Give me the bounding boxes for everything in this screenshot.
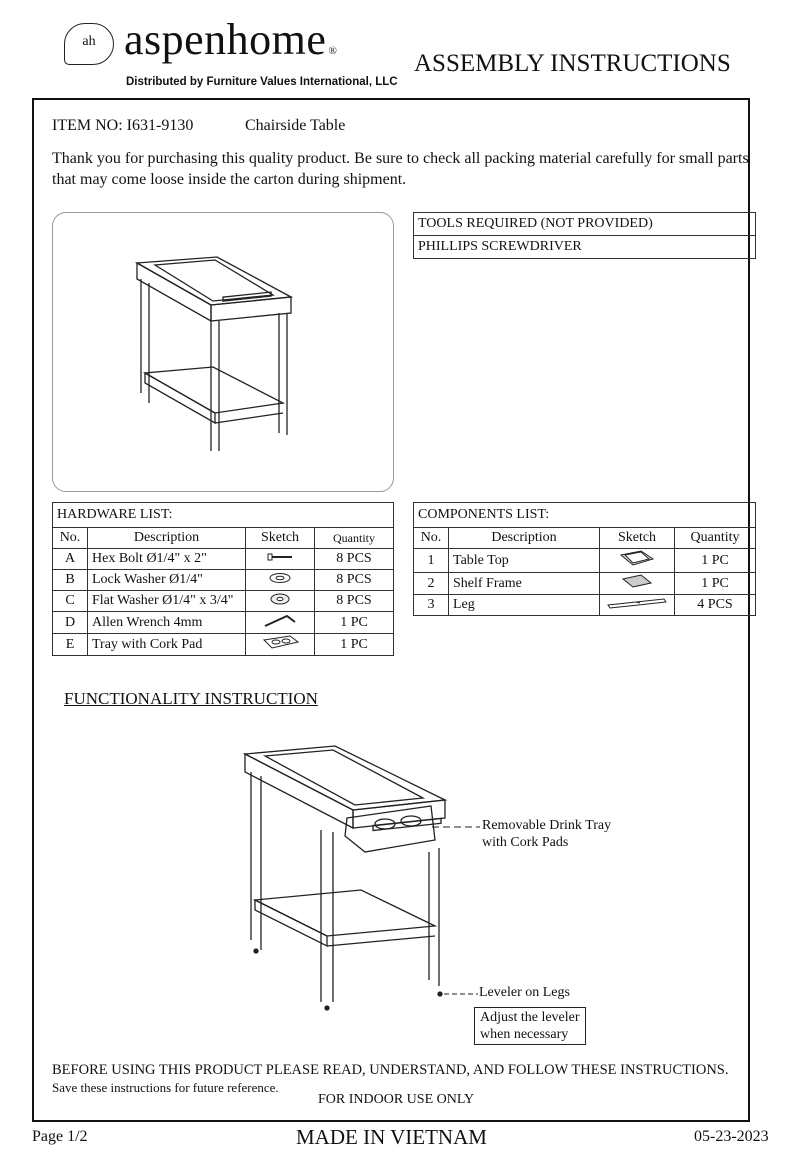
registered-mark: ® — [328, 45, 338, 57]
item-name: Chairside Table — [245, 117, 346, 134]
table-row: 1 Table Top 1 PC — [414, 549, 756, 573]
tray-leader-line — [432, 824, 482, 830]
item-number: ITEM NO: I631-9130 — [52, 117, 194, 134]
page-number: Page 1/2 — [32, 1128, 88, 1145]
components-title: COMPONENTS LIST: — [414, 503, 756, 528]
components-table — [413, 502, 756, 616]
flat-washer-icon — [268, 593, 292, 605]
made-in: MADE IN VIETNAM — [296, 1125, 487, 1149]
comp-col-no: No. — [414, 528, 449, 549]
doc-date: 05-23-2023 — [694, 1128, 769, 1145]
logo-mark: ah — [82, 34, 96, 49]
leg-icon — [606, 596, 668, 610]
warning-line-2: Save these instructions for future reference. — [52, 1080, 279, 1095]
logo-badge — [64, 23, 114, 65]
hw-col-sketch: Sketch — [246, 528, 315, 549]
warning-line-1: BEFORE USING THIS PRODUCT PLEASE READ, UNDERSTAND, AND FOLLOW THESE INSTRUCTIONS. — [52, 1062, 729, 1078]
hex-bolt-icon — [266, 552, 294, 562]
indoor-use-note: FOR INDOOR USE ONLY — [318, 1092, 475, 1107]
table-row: B Lock Washer Ø1/4" 8 PCS — [53, 570, 394, 591]
table-row: 3 Leg 4 PCS — [414, 595, 756, 616]
hw-col-no: No. — [53, 528, 88, 549]
lock-washer-icon — [268, 572, 292, 584]
leveler-leader-line — [444, 991, 480, 997]
hardware-title: HARDWARE LIST: — [53, 503, 394, 528]
callout-leveler: Leveler on Legs — [479, 985, 570, 1000]
shelf-frame-icon — [619, 573, 655, 589]
hardware-table — [52, 502, 394, 656]
tray-icon — [260, 634, 300, 650]
tools-title: TOOLS REQUIRED (NOT PROVIDED) — [414, 213, 756, 236]
comp-col-sketch: Sketch — [600, 528, 675, 549]
adjust-leveler-box: Adjust the leveler when necessary — [474, 1007, 586, 1045]
table-top-icon — [617, 549, 657, 567]
intro-text: Thank you for purchasing this quality product. Be sure to check all packing material carefully for small parts that may come loose inside the carton during shipment. — [52, 150, 749, 188]
tools-table — [413, 212, 756, 259]
functionality-drawing — [235, 740, 485, 1020]
allen-wrench-icon — [263, 612, 297, 628]
product-image-box — [52, 212, 394, 492]
doc-title: ASSEMBLY INSTRUCTIONS — [414, 50, 731, 77]
comp-col-qty: Quantity — [675, 528, 756, 549]
table-row: E Tray with Cork Pad 1 PC — [53, 634, 394, 656]
callout-tray: Removable Drink Tray with Cork Pads — [482, 818, 612, 850]
table-row: C Flat Washer Ø1/4" x 3/4" 8 PCS — [53, 591, 394, 612]
table-row: D Allen Wrench 4mm 1 PC — [53, 612, 394, 634]
brand-name: aspenhome ® — [124, 15, 338, 64]
chairside-table-drawing — [53, 213, 393, 491]
distributor-line: Distributed by Furniture Values International, LLC — [126, 76, 398, 88]
comp-col-desc: Description — [449, 528, 600, 549]
table-row: 2 Shelf Frame 1 PC — [414, 573, 756, 595]
hw-col-desc: Description — [88, 528, 246, 549]
hw-col-qty: Quantity — [315, 528, 394, 549]
tools-item: PHILLIPS SCREWDRIVER — [414, 236, 756, 259]
table-row: A Hex Bolt Ø1/4" x 2" 8 PCS — [53, 549, 394, 570]
functionality-title: FUNCTIONALITY INSTRUCTION — [64, 689, 318, 708]
